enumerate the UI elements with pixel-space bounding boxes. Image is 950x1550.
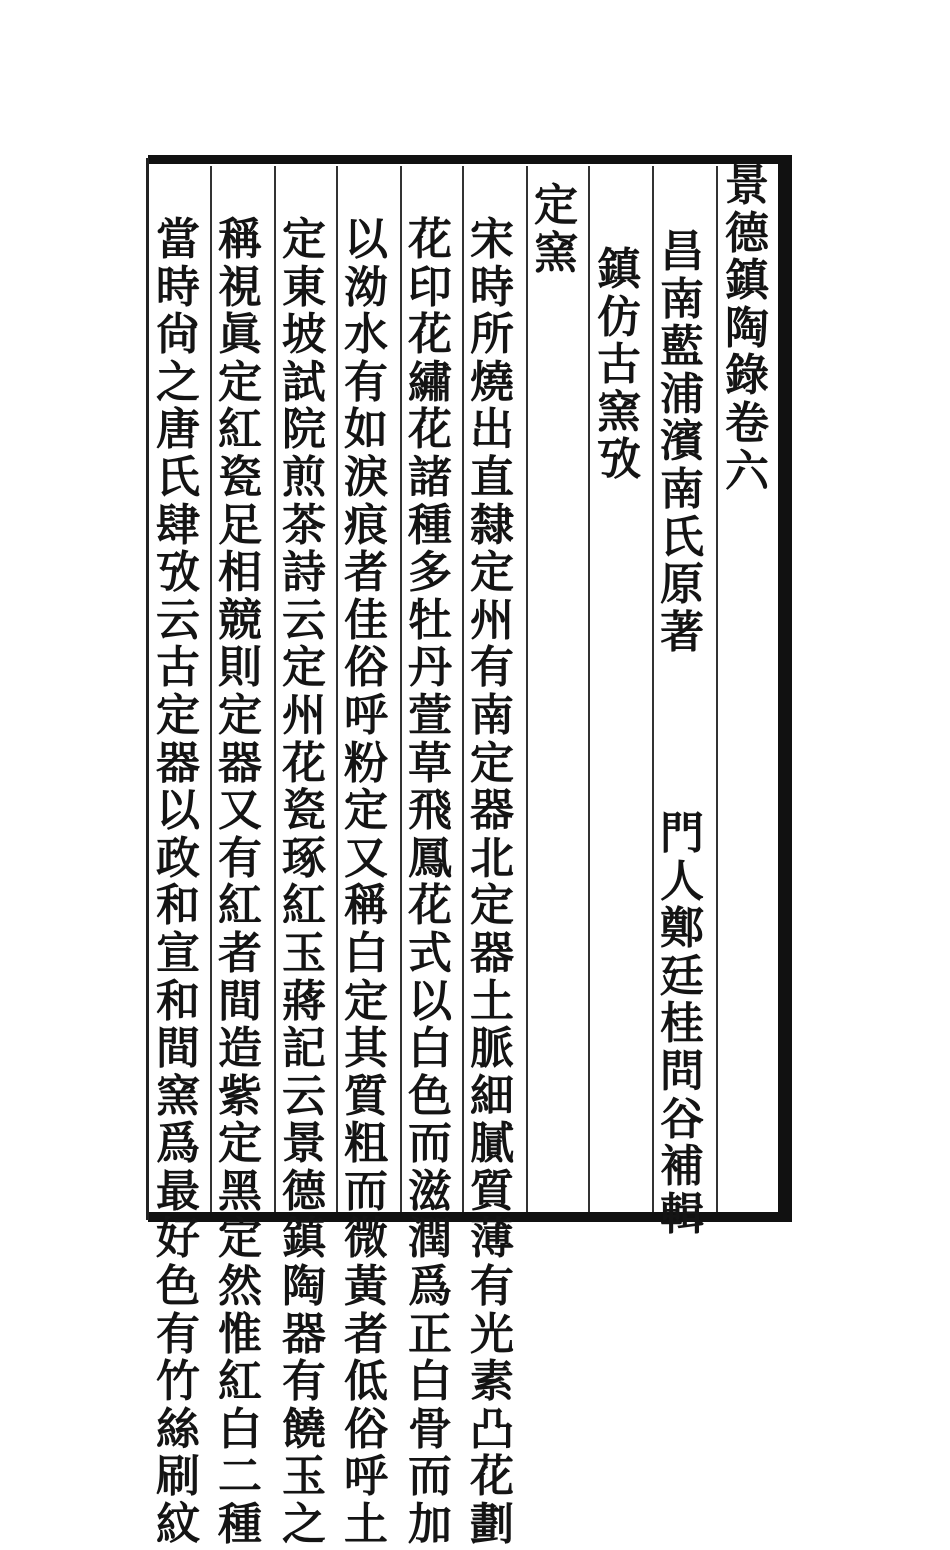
glyph: 者 (218, 927, 262, 979)
glyph: 微 (344, 1213, 388, 1265)
glyph: 隸 (470, 499, 514, 551)
glyph: 花 (408, 309, 452, 361)
glyph: 飛 (408, 785, 452, 837)
glyph: 定 (218, 1213, 262, 1265)
glyph: 競 (218, 594, 262, 646)
glyph: 淚 (344, 451, 388, 503)
glyph: 白 (344, 927, 388, 979)
glyph: 而 (408, 1451, 452, 1503)
glyph: 者 (344, 1308, 388, 1360)
glyph: 南 (660, 273, 704, 325)
glyph: 坡 (282, 309, 326, 361)
glyph: 滋 (408, 1165, 452, 1217)
glyph: 原 (660, 559, 704, 611)
glyph: 間 (156, 1023, 200, 1075)
glyph: 器 (282, 1308, 326, 1360)
column-rule (652, 166, 654, 1212)
glyph: 東 (282, 261, 326, 313)
glyph: 門 (660, 808, 704, 859)
glyph: 膩 (470, 1118, 514, 1170)
glyph: 尙 (156, 309, 200, 361)
glyph: 萱 (408, 689, 452, 741)
glyph: 者 (344, 547, 388, 599)
glyph: 泑 (344, 261, 388, 313)
glyph: 陶 (282, 1261, 326, 1313)
glyph: 竹 (156, 1356, 200, 1408)
glyph: 紅 (218, 880, 262, 932)
glyph: 卷 (725, 397, 769, 449)
glyph: 谷 (660, 1093, 704, 1145)
glyph: 種 (408, 499, 452, 551)
glyph: 黑 (218, 1165, 262, 1217)
column-rule (462, 166, 464, 1212)
glyph: 定 (534, 180, 578, 231)
glyph: 定 (218, 356, 262, 408)
glyph: 南 (660, 463, 704, 515)
column-rule (336, 166, 338, 1212)
editor-line (655, 810, 709, 1238)
glyph: 錄 (725, 350, 769, 402)
glyph: 正 (408, 1308, 452, 1360)
glyph: 其 (344, 1023, 388, 1075)
glyph: 鳳 (408, 832, 452, 884)
glyph: 試 (282, 356, 326, 408)
glyph: 紅 (218, 1356, 262, 1408)
glyph: 紅 (218, 404, 262, 456)
glyph: 浦 (660, 368, 704, 420)
glyph: 玉 (282, 927, 326, 979)
glyph: 色 (408, 1070, 452, 1122)
glyph: 玉 (282, 1451, 326, 1503)
glyph: 景 (725, 160, 769, 211)
author-line (655, 228, 709, 656)
glyph: 繡 (408, 356, 452, 408)
glyph: 脈 (470, 1023, 514, 1075)
glyph: 花 (408, 404, 452, 456)
glyph: 白 (408, 1023, 452, 1075)
glyph: 刷 (156, 1451, 200, 1503)
glyph: 定 (470, 737, 514, 789)
glyph: 土 (470, 975, 514, 1027)
glyph: 薄 (470, 1213, 514, 1265)
glyph: 而 (344, 1165, 388, 1217)
glyph: 有 (156, 1308, 200, 1360)
glyph: 白 (408, 1356, 452, 1408)
glyph: 痕 (344, 499, 388, 551)
glyph: 則 (218, 642, 262, 694)
glyph: 式 (408, 927, 452, 979)
glyph: 時 (156, 261, 200, 313)
glyph: 宣 (156, 927, 200, 979)
glyph: 出 (470, 404, 514, 456)
glyph: 饒 (282, 1403, 326, 1455)
glyph: 花 (470, 1451, 514, 1503)
column-rule (526, 166, 528, 1212)
glyph: 瓷 (218, 451, 262, 503)
glyph: 云 (282, 1070, 326, 1122)
glyph: 燒 (470, 356, 514, 408)
page-border-top (148, 155, 788, 164)
glyph: 諸 (408, 451, 452, 503)
glyph: 德 (725, 207, 769, 259)
glyph: 州 (282, 689, 326, 741)
glyph: 古 (597, 339, 641, 391)
glyph: 云 (156, 594, 200, 646)
glyph: 草 (408, 737, 452, 789)
glyph: 土 (344, 1499, 388, 1550)
glyph: 北 (470, 832, 514, 884)
glyph: 粗 (344, 1118, 388, 1170)
glyph: 茶 (282, 499, 326, 551)
glyph: 問 (660, 1045, 704, 1097)
glyph: 花 (408, 214, 452, 265)
glyph: 唐 (156, 404, 200, 456)
glyph: 多 (408, 547, 452, 599)
glyph: 景 (282, 1118, 326, 1170)
glyph: 鄭 (660, 903, 704, 955)
glyph: 桂 (660, 998, 704, 1050)
glyph: 而 (408, 1118, 452, 1170)
glyph: 人 (660, 855, 704, 907)
glyph: 鎮 (725, 255, 769, 307)
glyph: 俗 (344, 642, 388, 694)
body-column-6 (151, 216, 205, 1549)
glyph: 詩 (282, 547, 326, 599)
column-rule (716, 166, 718, 1212)
glyph: 陶 (725, 302, 769, 354)
glyph: 丹 (408, 642, 452, 694)
glyph: 有 (282, 1356, 326, 1408)
glyph: 煎 (282, 451, 326, 503)
glyph: 氏 (660, 511, 704, 563)
glyph: 稱 (218, 214, 262, 265)
glyph: 最 (156, 1165, 200, 1217)
glyph: 牡 (408, 594, 452, 646)
glyph: 二 (218, 1451, 262, 1503)
glyph: 花 (282, 737, 326, 789)
glyph: 定 (470, 880, 514, 932)
body-column-4 (277, 216, 331, 1549)
glyph: 爲 (156, 1118, 200, 1170)
glyph: 素 (470, 1356, 514, 1408)
glyph: 定 (218, 689, 262, 741)
glyph: 種 (218, 1499, 262, 1550)
glyph: 俗 (344, 1403, 388, 1455)
glyph: 云 (282, 594, 326, 646)
glyph: 政 (156, 832, 200, 884)
glyph: 藍 (660, 321, 704, 373)
glyph: 宋 (470, 214, 514, 265)
glyph: 南 (470, 689, 514, 741)
body-column-3 (339, 216, 393, 1549)
glyph: 所 (470, 309, 514, 361)
glyph: 紅 (282, 880, 326, 932)
glyph: 定 (344, 975, 388, 1027)
glyph: 以 (344, 214, 388, 265)
glyph: 以 (156, 785, 200, 837)
column-rule (274, 166, 276, 1212)
body-column-1 (465, 216, 519, 1549)
glyph: 窯 (534, 227, 578, 279)
body-column-2 (403, 216, 457, 1549)
glyph: 細 (470, 1070, 514, 1122)
glyph: 佳 (344, 594, 388, 646)
glyph: 色 (156, 1261, 200, 1313)
glyph: 呼 (344, 1451, 388, 1503)
glyph: 德 (282, 1165, 326, 1217)
glyph: 器 (470, 785, 514, 837)
glyph: 昌 (660, 226, 704, 277)
glyph: 直 (470, 451, 514, 503)
glyph: 記 (282, 1023, 326, 1075)
volume-title (720, 162, 774, 495)
body-column-5 (213, 216, 267, 1549)
glyph: 氏 (156, 451, 200, 503)
glyph: 器 (470, 927, 514, 979)
glyph: 定 (470, 547, 514, 599)
glyph: 又 (344, 832, 388, 884)
glyph: 印 (408, 261, 452, 313)
glyph: 稱 (344, 880, 388, 932)
glyph: 質 (344, 1070, 388, 1122)
glyph: 如 (344, 404, 388, 456)
glyph: 瓷 (282, 785, 326, 837)
page-border-right (778, 155, 792, 1222)
glyph: 視 (218, 261, 262, 313)
glyph: 鎮 (282, 1213, 326, 1265)
glyph: 時 (470, 261, 514, 313)
glyph: 窯 (156, 1070, 200, 1122)
glyph: 有 (470, 642, 514, 694)
glyph: 造 (218, 1023, 262, 1075)
glyph: 六 (725, 445, 769, 497)
glyph: 蔣 (282, 975, 326, 1027)
glyph: 加 (408, 1499, 452, 1550)
glyph: 又 (218, 785, 262, 837)
section-heading (529, 182, 583, 277)
glyph: 補 (660, 1141, 704, 1193)
glyph: 水 (344, 309, 388, 361)
glyph: 有 (344, 356, 388, 408)
glyph: 定 (282, 642, 326, 694)
column-rule (210, 166, 212, 1212)
glyph: 紫 (218, 1070, 262, 1122)
glyph: 足 (218, 499, 262, 551)
glyph: 骨 (408, 1403, 452, 1455)
glyph: 有 (470, 1261, 514, 1313)
glyph: 和 (156, 975, 200, 1027)
glyph: 定 (344, 785, 388, 837)
glyph: 以 (408, 975, 452, 1027)
glyph: 攷 (597, 434, 641, 486)
glyph: 相 (218, 547, 262, 599)
glyph: 定 (156, 689, 200, 741)
glyph: 眞 (218, 309, 262, 361)
glyph: 古 (156, 642, 200, 694)
glyph: 窯 (597, 386, 641, 438)
glyph: 肆 (156, 499, 200, 551)
glyph: 劃 (470, 1499, 514, 1550)
glyph: 定 (282, 214, 326, 265)
glyph: 定 (218, 1118, 262, 1170)
column-rule (588, 166, 590, 1212)
glyph: 白 (218, 1403, 262, 1455)
glyph: 濱 (660, 416, 704, 468)
glyph: 輯 (660, 1188, 704, 1240)
glyph: 爲 (408, 1261, 452, 1313)
glyph: 之 (282, 1499, 326, 1550)
glyph: 和 (156, 880, 200, 932)
glyph: 呼 (344, 689, 388, 741)
glyph: 花 (408, 880, 452, 932)
glyph: 之 (156, 356, 200, 408)
glyph: 有 (218, 832, 262, 884)
page-border-left (146, 158, 149, 1220)
glyph: 間 (218, 975, 262, 1027)
glyph: 攷 (156, 547, 200, 599)
glyph: 凸 (470, 1403, 514, 1455)
glyph: 仿 (597, 291, 641, 343)
glyph: 潤 (408, 1213, 452, 1265)
glyph: 器 (156, 737, 200, 789)
glyph: 鎮 (597, 244, 641, 295)
glyph: 紋 (156, 1499, 200, 1550)
glyph: 廷 (660, 950, 704, 1002)
glyph: 光 (470, 1308, 514, 1360)
glyph: 絲 (156, 1403, 200, 1455)
glyph: 器 (218, 737, 262, 789)
glyph: 當 (156, 214, 200, 265)
chapter-heading (592, 246, 646, 484)
glyph: 州 (470, 594, 514, 646)
glyph: 粉 (344, 737, 388, 789)
glyph: 然 (218, 1261, 262, 1313)
glyph: 質 (470, 1165, 514, 1217)
glyph: 著 (660, 606, 704, 658)
glyph: 惟 (218, 1308, 262, 1360)
glyph: 院 (282, 404, 326, 456)
glyph: 低 (344, 1356, 388, 1408)
glyph: 黃 (344, 1261, 388, 1313)
column-rule (400, 166, 402, 1212)
glyph: 琢 (282, 832, 326, 884)
glyph: 好 (156, 1213, 200, 1265)
